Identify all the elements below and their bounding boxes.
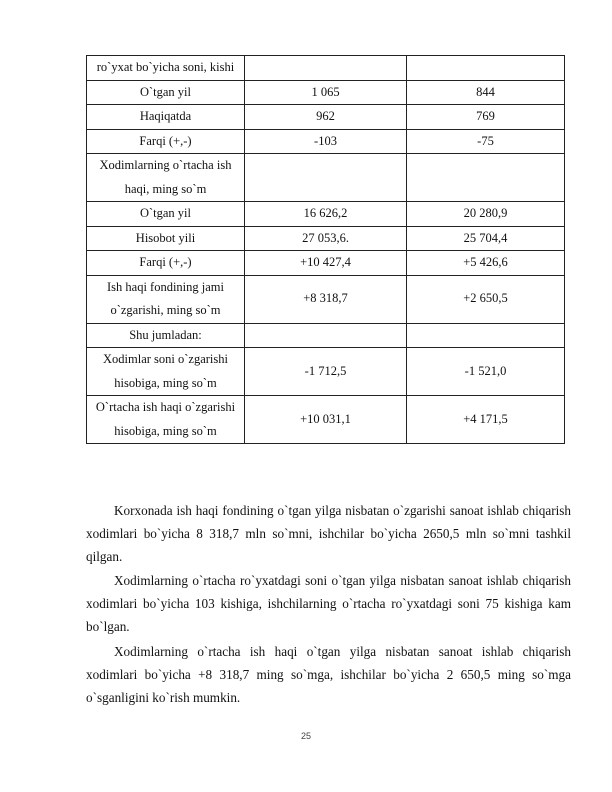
- row-value-cell: +10 427,4: [245, 251, 407, 276]
- row-value-cell: 844: [407, 80, 565, 105]
- row-value-cell: 20 280,9: [407, 202, 565, 227]
- paragraph-1: Korxonada ish haqi fondining o`tgan yilga nisbatan o`zgarishi sanoat ishlab chiqarish xodimlari bo`yicha 8 318,7 mln so`mni, ishchilar bo`yicha 2650,5 mln so`mni tashkil qilgan.: [86, 503, 571, 565]
- table-row: [87, 396, 565, 444]
- row-value-cell: 769: [407, 105, 565, 130]
- row-value-cell: -75: [407, 129, 565, 154]
- table-row: [87, 56, 565, 81]
- row-label-cell: Shu jumladan:: [87, 323, 245, 348]
- row-value-cell: [245, 323, 407, 348]
- row-value-cell: [245, 56, 407, 81]
- row-value-cell: -1 712,5: [245, 348, 407, 396]
- row-value-cell: +10 031,1: [245, 396, 407, 444]
- paragraph-2: Xodimlarning o`rtacha ro`yxatdagi soni o`tgan yilga nisbatan sanoat ishlab chiqarish xodimlari bo`yicha 103 kishiga, ishchilarning o`rtacha ro`yxatdagi soni 75 kishiga kam bo`lgan.: [86, 573, 571, 635]
- row-label-cell: ro`yxat bo`yicha soni, kishi: [87, 56, 245, 81]
- table-row: [87, 251, 565, 276]
- data-table-container: [86, 55, 564, 444]
- table-row: [87, 154, 565, 202]
- table-row: [87, 275, 565, 323]
- paragraph-3: Xodimlarning o`rtacha ish haqi o`tgan yilga nisbatan sanoat ishlab chiqarish xodimlari bo`yicha +8 318,7 ming so`mga, ishchilar bo`yicha 2 650,5 ming so`mga o`sganligini ko`rish mumkin.: [86, 644, 571, 706]
- page-number: 25: [300, 731, 311, 741]
- row-label-cell: Hisobot yili: [87, 226, 245, 251]
- row-value-cell: -1 521,0: [407, 348, 565, 396]
- row-value-cell: 27 053,6.: [245, 226, 407, 251]
- row-label-cell: Farqi (+,-): [87, 129, 245, 154]
- row-label-cell: Farqi (+,-): [87, 251, 245, 276]
- table-row: [87, 80, 565, 105]
- row-value-cell: [407, 154, 565, 202]
- row-value-cell: 1 065: [245, 80, 407, 105]
- table-row: [87, 226, 565, 251]
- table-row: [87, 348, 565, 396]
- table-row: [87, 323, 565, 348]
- row-value-cell: 16 626,2: [245, 202, 407, 227]
- row-value-cell: -103: [245, 129, 407, 154]
- table-row: [87, 202, 565, 227]
- row-label-cell: Ish haqi fondining jami o`zgarishi, ming so`m: [87, 275, 245, 323]
- row-value-cell: +8 318,7: [245, 275, 407, 323]
- row-value-cell: 25 704,4: [407, 226, 565, 251]
- row-label-cell: O`tgan yil: [87, 80, 245, 105]
- row-label-cell: Xodimlar soni o`zgarishi hisobiga, ming so`m: [87, 348, 245, 396]
- data-table: [86, 55, 565, 444]
- row-label-cell: O`tgan yil: [87, 202, 245, 227]
- row-value-cell: [245, 154, 407, 202]
- row-value-cell: +2 650,5: [407, 275, 565, 323]
- row-label-cell: O`rtacha ish haqi o`zgarishi hisobiga, ming so`m: [87, 396, 245, 444]
- row-value-cell: +4 171,5: [407, 396, 565, 444]
- row-label-cell: Xodimlarning o`rtacha ish haqi, ming so`m: [87, 154, 245, 202]
- table-row: [87, 129, 565, 154]
- row-value-cell: [407, 323, 565, 348]
- row-value-cell: [407, 56, 565, 81]
- table-row: [87, 105, 565, 130]
- row-value-cell: 962: [245, 105, 407, 130]
- table-body: [87, 56, 565, 444]
- row-value-cell: +5 426,6: [407, 251, 565, 276]
- row-label-cell: Haqiqatda: [87, 105, 245, 130]
